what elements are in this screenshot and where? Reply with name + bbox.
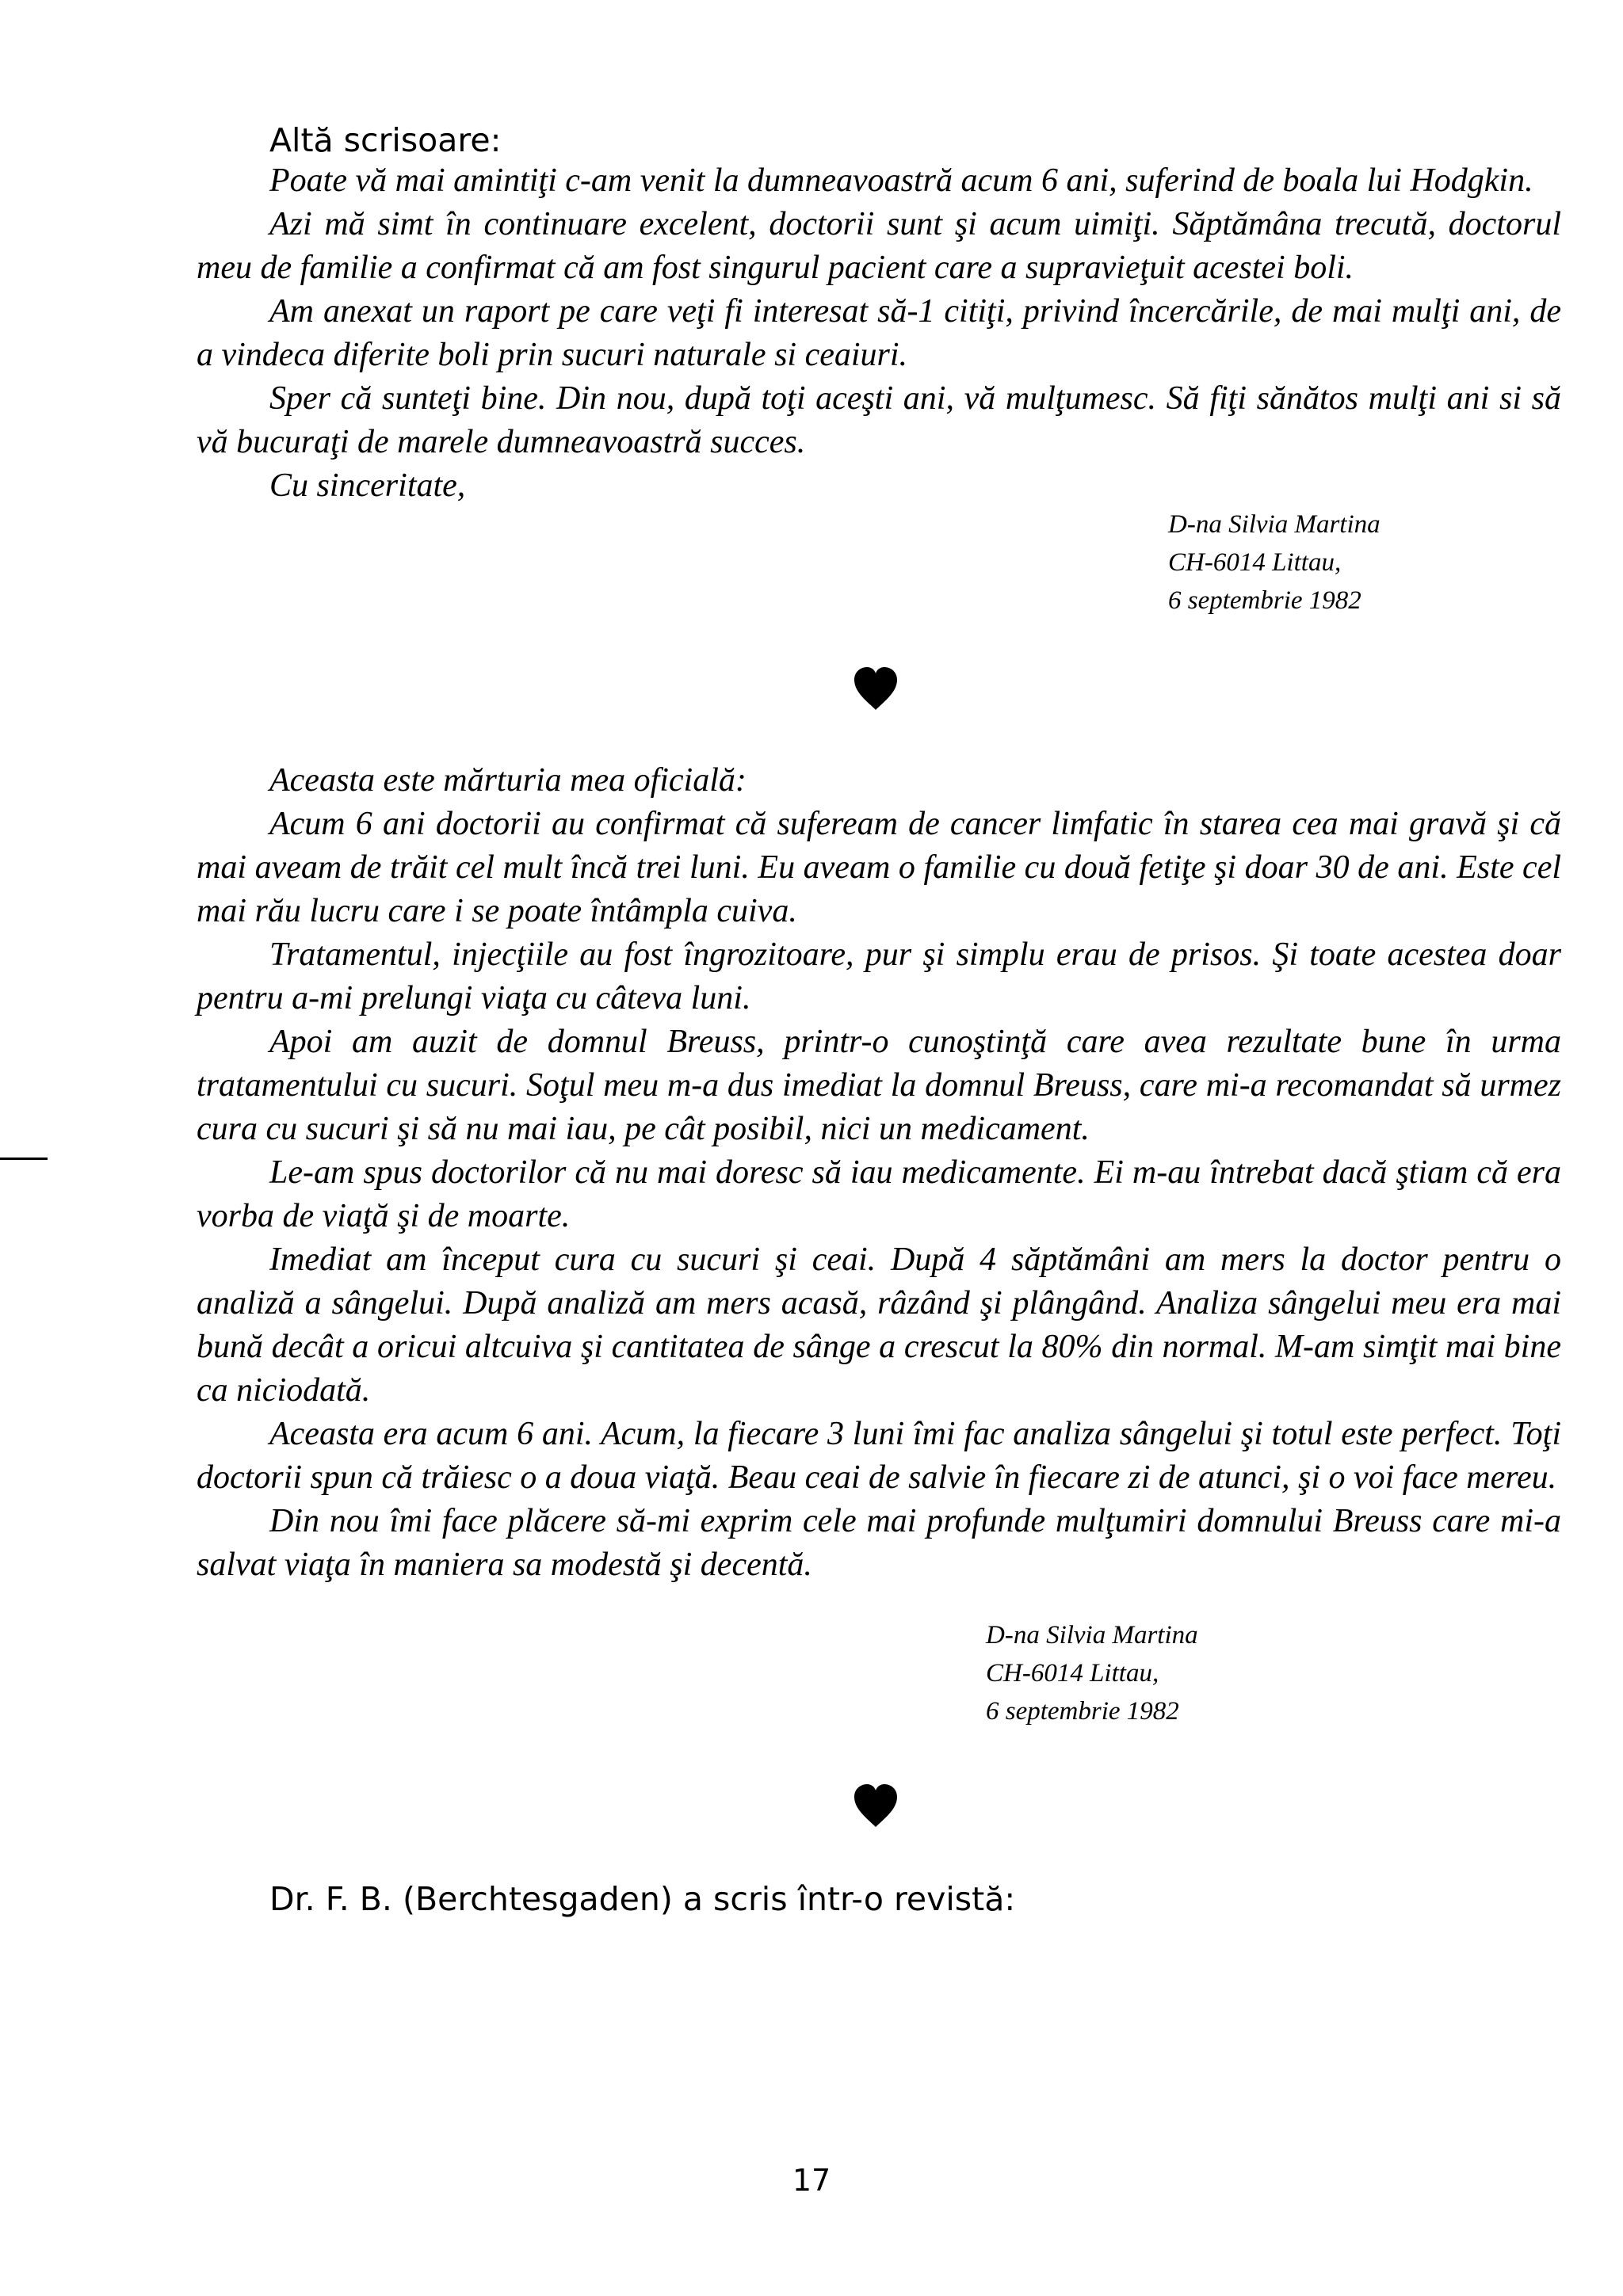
- margin-mark: [0, 1158, 48, 1160]
- letter1-body: [197, 159, 1561, 508]
- signature-address: CH-6014 Littau,: [1168, 548, 1342, 577]
- signature-name: D-na Silvia Martina: [1168, 510, 1381, 539]
- letter2-signature: [986, 1616, 1198, 1730]
- letter1-heading: Altă scrisoare:: [269, 121, 502, 159]
- letter1-paragraph: Poate vă mai amintiţi c-am venit la dumneavoastră acum 6 ani, suferind de boala lui Hodgkin.: [269, 162, 1533, 199]
- letter2-paragraph: Tratamentul, injecţiile au fost îngrozitoare, pur şi simplu erau de prisos. Şi toate acestea doar pentru a-mi prelungi viaţa cu câteva luni.: [197, 936, 1561, 1016]
- letter2-paragraph: Le-am spus doctorilor că nu mai doresc să iau medicamente. Ei m-au întrebat dacă ştiam că era vorba de viaţă şi de moarte.: [197, 1154, 1561, 1234]
- letter2-paragraph: Din nou îmi face plăcere să-mi exprim cele mai profunde mulţumiri domnului Breuss care mi-a salvat viaţa în maniera sa modestă şi decentă.: [197, 1503, 1561, 1583]
- letter2-paragraph: Imediat am început cura cu sucuri şi ceai. După 4 săptămâni am mers la doctor pentru o analiză a sângelui. După analiză am mers acasă, râzând şi plângând. Analiza sângelui meu era mai bună decât a oricui altcuiva şi cantitatea de sânge a crescut la 80% din normal. M-am simţit mai bine ca niciodată.: [197, 1241, 1561, 1409]
- letter2-body: [197, 759, 1561, 1587]
- letter1-signature: [1168, 505, 1381, 620]
- heart-icon: [852, 1783, 899, 1830]
- signature-date: 6 septembrie 1982: [1168, 586, 1361, 615]
- letter2-intro: Aceasta este mărturia mea oficială:: [269, 762, 747, 799]
- signature-address: CH-6014 Littau,: [986, 1659, 1159, 1688]
- heart-icon: [852, 666, 899, 713]
- letter1-paragraph: Am anexat un raport pe care veţi fi interesat să-1 citiţi, privind încercările, de mai mulţi ani, de a vindeca diferite boli prin sucuri naturale si ceaiuri.: [197, 293, 1561, 373]
- letter2-paragraph: Acum 6 ani doctorii au confirmat că sufeream de cancer limfatic în starea cea mai gravă şi că mai aveam de trăit cel mult încă trei luni. Eu aveam o familie cu două fetiţe şi doar 30 de ani. Este cel mai rău lucru care i se poate întâmpla cuiva.: [197, 806, 1561, 929]
- letter1-paragraph: Azi mă simt în continuare excelent, doctorii sunt şi acum uimiţi. Săptămâna trecută, doctorul meu de familie a confirmat că am fost singurul pacient care a supravieţuit acestei boli.: [197, 206, 1561, 286]
- letter1-paragraph: Sper că sunteţi bine. Din nou, după toţi aceşti ani, vă mulţumesc. Să fiţi sănătos mulţi ani si să vă bucuraţi de marele dumneavoastră succes.: [197, 380, 1561, 460]
- closing-line: Dr. F. B. (Berchtesgaden) a scris într-o revistă:: [269, 1880, 1016, 1918]
- letter2-paragraph: Apoi am auzit de domnul Breuss, printr-o cunoştinţă care avea rezultate bune în urma tratamentului cu sucuri. Soţul meu m-a dus imediat la domnul Breuss, care mi-a recomandat să urmez cura cu sucuri şi să nu mai iau, pe cât posibil, nici un medicament.: [197, 1024, 1561, 1147]
- letter2-paragraph: Aceasta era acum 6 ani. Acum, la fiecare 3 luni îmi fac analiza sângelui şi totul este perfect. Toţi doctorii spun că trăiesc o a doua viaţă. Beau ceai de salvie în fiecare zi de atunci, şi o voi face mereu.: [197, 1416, 1561, 1496]
- signature-name: D-na Silvia Martina: [986, 1621, 1198, 1650]
- letter1-closing: Cu sinceritate,: [269, 467, 466, 504]
- signature-date: 6 septembrie 1982: [986, 1697, 1179, 1726]
- page-number: 17: [792, 2163, 831, 2198]
